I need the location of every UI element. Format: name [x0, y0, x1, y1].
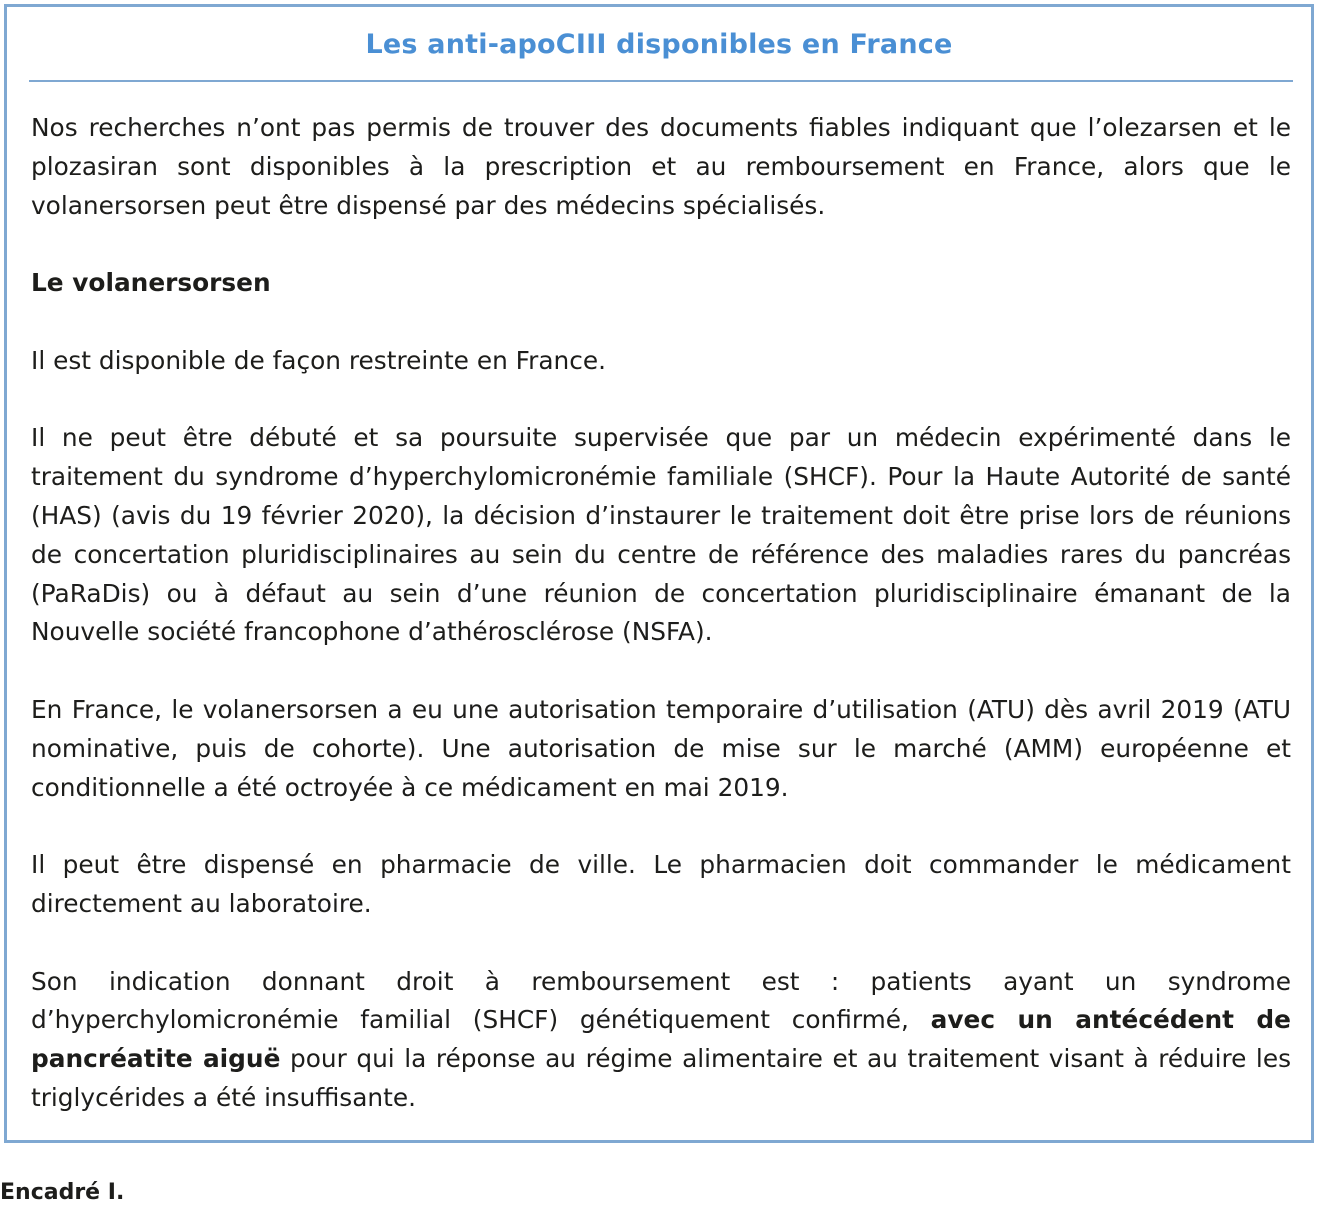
intro-paragraph: Nos recherches n’ont pas permis de trouver des documents fiables indiquant que l’olezarsen et le plozasiran sont disponibles à la prescription et au remboursement en France, alors que le volanersorsen peut être dispensé par des médecins spécialisés.	[31, 113, 1291, 220]
indication-emphasis: avec un antécédent de pancréatite aiguë	[31, 1005, 1291, 1074]
indication-paragraph	[31, 963, 1291, 1118]
atu-paragraph: En France, le volanersorsen a eu une autorisation temporaire d’utilisation (ATU) dès avril 2019 (ATU nominative, puis de cohorte). Une autorisation de mise sur le marché (AMM) européenne et conditionnelle a été octroyée à ce médicament en mai 2019.	[31, 694, 1291, 802]
section-heading: Le volanersorsen	[31, 268, 271, 298]
availability-paragraph: Il est disponible de façon restreinte en France.	[31, 345, 607, 375]
title-divider	[29, 80, 1293, 82]
figure-caption: Encadré I.	[0, 1180, 125, 1205]
info-box	[4, 4, 1314, 1143]
supervision-paragraph: Il ne peut être débuté et sa poursuite supervisée que par un médecin expérimenté dans le traitement du syndrome d’hyperchylomicronémie familiale (SHCF). Pour la Haute Autorité de santé (HAS) (avis du 19 février 2020), la décision d’instaurer le traitement doit être prise lors de réunions de concertation pluridisciplinaires au sein du centre de référence des maladies rares du pancréas (PaRaDis) ou à défaut au sein d’une réunion de concertation pluridisciplinaire émanant de la Nouvelle société francophone d’athérosclérose (NSFA).	[31, 423, 1291, 647]
indication-text-end: pour qui la réponse au régime alimentaire et au traitement visant à réduire les triglycérides a été insuffisante.	[31, 1044, 1291, 1112]
pharmacy-paragraph: Il peut être dispensé en pharmacie de ville. Le pharmacien doit commander le médicament directement au laboratoire.	[31, 850, 1291, 918]
indication-text-start: Son indication donnant droit à remboursement est : patients ayant un syndrome d’hyperchylomicronémie familial (SHCF) génétiquement confirmé,	[31, 966, 1291, 1035]
box-title: Les anti-apoCIII disponibles en France	[365, 29, 953, 60]
box-content	[31, 109, 1291, 1157]
